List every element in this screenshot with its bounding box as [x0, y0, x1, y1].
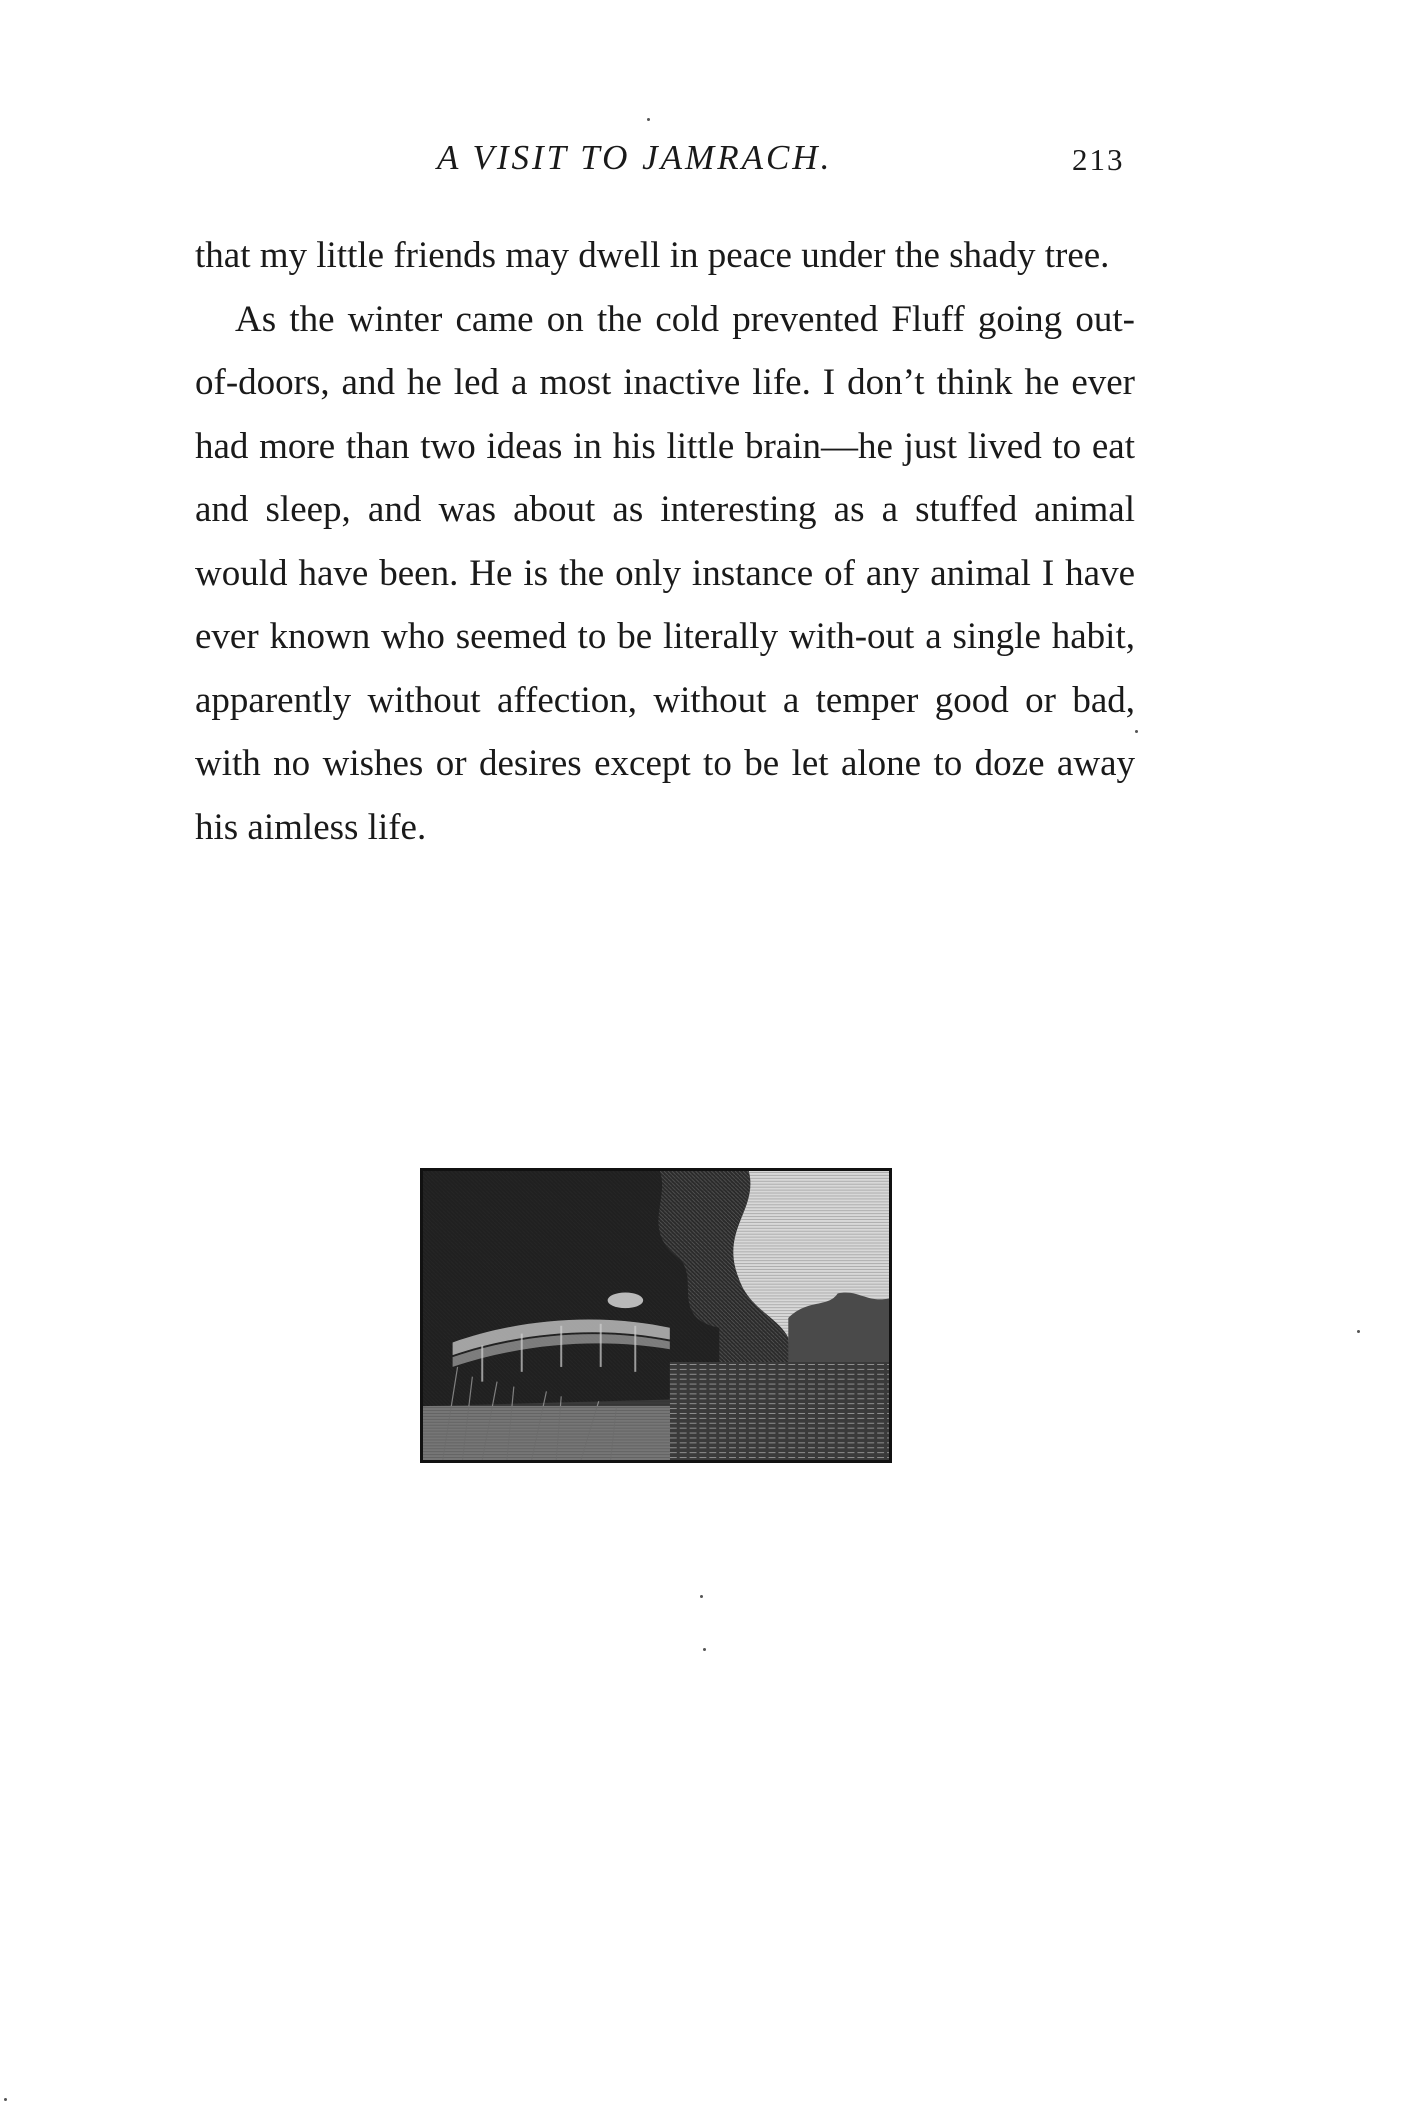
body-text — [195, 224, 1135, 859]
running-title: A VISIT TO JAMRACH. — [437, 138, 833, 177]
page-header — [0, 138, 1416, 188]
paper-speck — [1135, 730, 1138, 733]
paper-speck — [647, 118, 650, 121]
paper-speck — [1357, 1330, 1360, 1333]
bridge-engraving-illustration — [420, 1168, 892, 1463]
paper-speck — [700, 1595, 703, 1598]
paragraph-fluff: As the winter came on the cold prevented Fluff going out-of-doors, and he led a most inactive life. I don’t think he ever had more than two ideas in his little brain—he just lived to eat and sleep, and was about as interesting as a stuffed animal would have been. He is the only instance of any animal I have ever known who seemed to be literally with-out a single habit, apparently without affection, without a temper good or bad, with no wishes or desires except to be let alone to doze away his aimless life. — [195, 298, 1135, 848]
paper-speck — [4, 2098, 7, 2101]
paper-speck — [703, 1648, 706, 1651]
paragraph-continued: that my little friends may dwell in peace under the shady tree. — [195, 235, 1110, 276]
engraving-image — [423, 1171, 889, 1460]
page-number: 213 — [1072, 142, 1125, 177]
